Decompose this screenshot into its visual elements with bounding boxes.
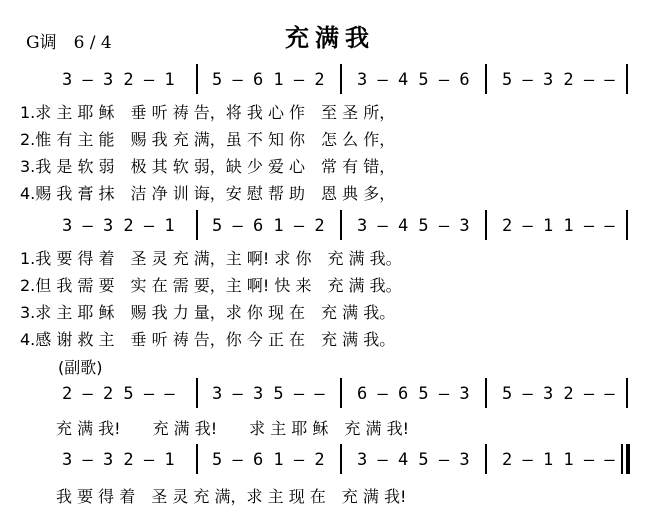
key-signature: G调 6 / 4 [26, 33, 112, 53]
chorus-measure-1-3: 6 – 6 5 – 3 [357, 384, 470, 404]
lyric-verse-1a: 1.求 主 耶 稣 垂 听 祷 告，将 我 心 作 至 圣 所， [20, 103, 396, 122]
barline [485, 444, 487, 474]
lyric-verse-3b: 3.求 主 耶 稣 赐 我 力 量，求 你 现 在 充 满 我。 [20, 303, 396, 322]
barline [626, 378, 628, 408]
measure-2-1: 3 – 3 2 – 1 [62, 216, 175, 236]
barline [340, 378, 342, 408]
barline [196, 210, 198, 240]
chorus-lyric-2: 我 要 得 着 圣 灵 充 满，求 主 现 在 充 满 我! [56, 487, 407, 506]
measure-2-4: 2 – 1 1 – – [502, 216, 615, 236]
barline [340, 210, 342, 240]
chorus-measure-2-3: 3 – 4 5 – 3 [357, 450, 470, 470]
final-barline-thick [626, 444, 630, 474]
measure-1-2: 5 – 6 1 – 2 [212, 70, 325, 90]
final-barline-thin [621, 444, 623, 474]
lyric-verse-4a: 4.赐 我 膏 抹 洁 净 训 诲，安 慰 帮 助 恩 典 多， [20, 184, 396, 203]
lyric-verse-4b: 4.感 谢 救 主 垂 听 祷 告，你 今 正 在 充 满 我。 [20, 330, 396, 349]
lyric-verse-3a: 3.我 是 软 弱 极 其 软 弱，缺 少 爱 心 常 有 错， [20, 157, 396, 176]
chorus-measure-1-1: 2 – 2 5 – – [62, 384, 175, 404]
lyric-verse-1b: 1.我 要 得 着 圣 灵 充 满，主 啊! 求 你 充 满 我。 [20, 249, 402, 268]
barline [485, 378, 487, 408]
measure-2-2: 5 – 6 1 – 2 [212, 216, 325, 236]
song-title: 充满我 [285, 24, 375, 52]
barline [626, 64, 628, 94]
chorus-measure-1-4: 5 – 3 2 – – [502, 384, 615, 404]
barline [340, 64, 342, 94]
chorus-measure-2-2: 5 – 6 1 – 2 [212, 450, 325, 470]
barline [485, 64, 487, 94]
barline [485, 210, 487, 240]
chorus-measure-1-2: 3 – 3 5 – – [212, 384, 325, 404]
chorus-label: (副歌) [58, 358, 103, 377]
measure-1-1: 3 – 3 2 – 1 [62, 70, 175, 90]
measure-1-4: 5 – 3 2 – – [502, 70, 615, 90]
barline [196, 444, 198, 474]
lyric-verse-2a: 2.惟 有 主 能 赐 我 充 满，虽 不 知 你 怎 么 作， [20, 130, 396, 149]
barline [196, 64, 198, 94]
barline [196, 378, 198, 408]
measure-1-3: 3 – 4 5 – 6 [357, 70, 470, 90]
barline [626, 210, 628, 240]
chorus-measure-2-4: 2 – 1 1 – – [502, 450, 615, 470]
barline [340, 444, 342, 474]
chorus-lyric-1: 充 满 我! 充 满 我! 求 主 耶 稣 充 满 我! [56, 419, 410, 438]
chorus-measure-2-1: 3 – 3 2 – 1 [62, 450, 175, 470]
lyric-verse-2b: 2.但 我 需 要 实 在 需 要，主 啊! 快 来 充 满 我。 [20, 276, 402, 295]
measure-2-3: 3 – 4 5 – 3 [357, 216, 470, 236]
